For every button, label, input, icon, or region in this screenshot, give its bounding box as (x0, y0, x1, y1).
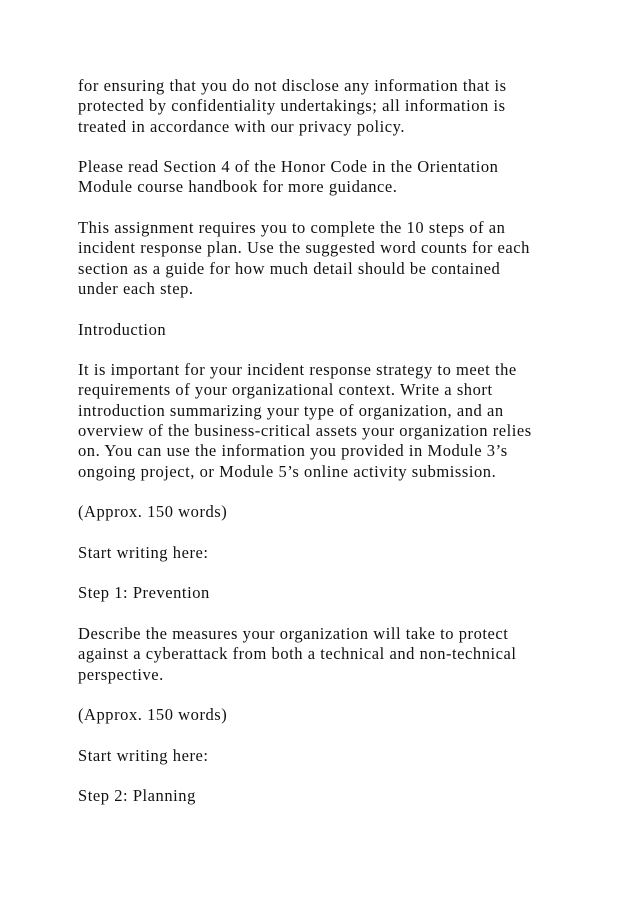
paragraph-introduction-instructions: It is important for your incident response strategy to meet the requirements of your organizational context. Write a short introduction summarizing your type of organization, and an overview of the business-critical assets your organization relies on. You can use the information you provided in Module 3’s ongoing project, or Module 5’s online activity submission. (78, 360, 532, 481)
word-count-step-1: (Approx. 150 words) (78, 705, 228, 725)
paragraph-honor-code: Please read Section 4 of the Honor Code in the Orientation Module course handbook for more guidance. (78, 157, 499, 197)
heading-step-2: Step 2: Planning (78, 786, 196, 806)
start-writing-step-1: Start writing here: (78, 745, 209, 765)
heading-introduction: Introduction (78, 319, 167, 339)
start-writing-introduction: Start writing here: (78, 542, 209, 562)
paragraph-assignment-overview: This assignment requires you to complete the 10 steps of an incident response plan. Use the suggested word counts for each section as a guide for how much detail should be contained under each step. (78, 218, 530, 298)
heading-step-1: Step 1: Prevention (78, 583, 210, 603)
document-page (78, 76, 578, 827)
word-count-introduction: (Approx. 150 words) (78, 502, 228, 522)
paragraph-confidentiality: for ensuring that you do not disclose any information that is protected by confidentiality undertakings; all information is treated in accordance with our privacy policy. (78, 76, 507, 136)
paragraph-step-1-instructions: Describe the measures your organization will take to protect against a cyberattack from both a technical and non-technical perspective. (78, 624, 517, 684)
